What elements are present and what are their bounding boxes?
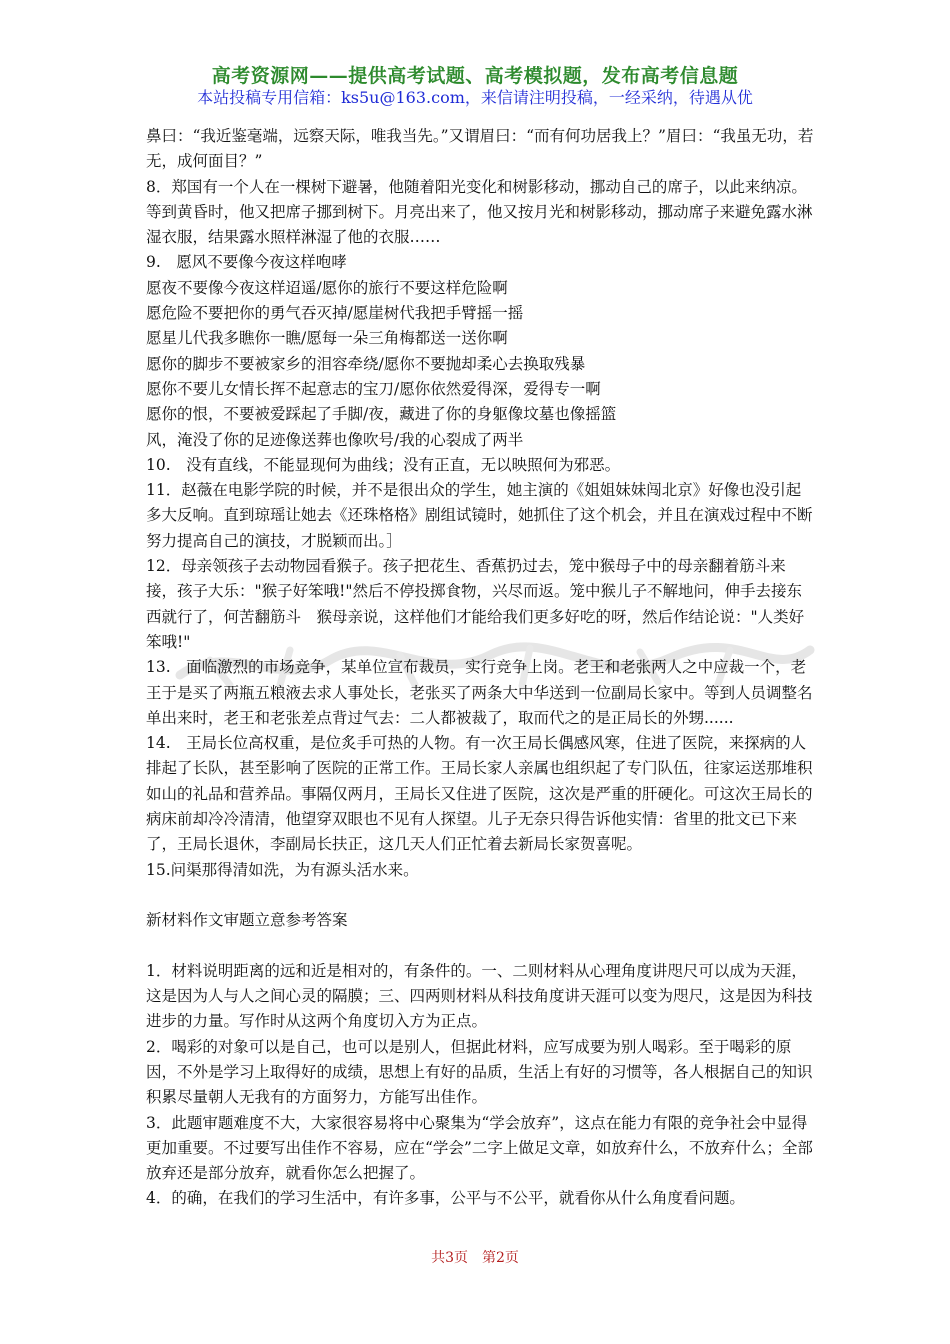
paragraph: 9. 愿风不要像今夜这样咆哮 <box>146 253 347 272</box>
paragraph: 12．母亲领孩子去动物园看猴子。孩子把花生、香蕉扔过去，笼中猴母子中的母亲翻着筋斗来接，孩子大乐："猴子好笨哦!"然后不停投掷食物，兴尽而返。笼中猴儿子不解地问，伸手去接东西就行了，何苦翻筋斗 猴母亲说，这样他们才能给我们更多好吃的呀，然后作结论说："人类好笨哦!" <box>146 557 805 651</box>
section-title: 新材料作文审题立意参考答案 <box>146 911 348 930</box>
paragraph: 13. 面临激烈的市场竞争，某单位宣布裁员，实行竞争上岗。老王和老张两人之中应裁一个，老王于是买了两瓶五粮液去求人事处长，老张买了两条大中华送到一位副局长家中。等到人员调整名单出来时，老王和老张差点背过气去：二人都被裁了，取而代之的是正局长的外甥...... <box>146 658 813 727</box>
paragraph: 鼻曰：“我近鉴毫端，远察天际，唯我当先。”又谓眉曰：“而有何功居我上？”眉曰：“我虽无功，若无，成何面目？” <box>146 127 814 171</box>
answer-paragraph: 3．此题审题难度不大，大家很容易将中心聚集为“学会放弃”，这点在能力有限的竞争社会中显得更加重要。不过要写出佳作不容易，应在“学会”二字上做足文章，如放弃什么，不放弃什么；全部放弃还是部分放弃，就看你怎么把握了。 <box>146 1113 813 1183</box>
paragraph: 愿你不要儿女情长挥不起意志的宝刀/愿你依然爱得深，爱得专一啊 <box>146 379 601 398</box>
header-subtitle: 本站投稿专用信箱：ks5u@163.com，来信请注明投稿，一经采纳，待遇从优 <box>197 88 753 107</box>
page-header <box>0 64 950 108</box>
answer-paragraph: 4．的确，在我们的学习生活中，有许多事，公平与不公平，就看你从什么角度看问题。 <box>146 1189 745 1208</box>
paragraph: 8．郑国有一个人在一棵树下避暑，他随着阳光变化和树影移动，挪动自己的席子，以此来纳凉。等到黄昏时，他又把席子挪到树下。月亮出来了，他又按月光和树影移动，挪动席子来避免露水淋湿衣服，结果露水照样淋湿了他的衣服…… <box>146 177 813 247</box>
header-title: 高考资源网——提供高考试题、高考模拟题，发布高考信息题 <box>211 65 739 87</box>
paragraph: 愿夜不要像今夜这样迢遥/愿你的旅行不要这样危险啊 <box>146 278 508 297</box>
paragraph: 14. 王局长位高权重，是位炙手可热的人物。有一次王局长偶感风寒，住进了医院，来探病的人排起了长队，甚至影响了医院的正常工作。王局长家人亲属也组织起了专门队伍，往家运送那堆积如山的礼品和营养品。事隔仅两月，王局长又住进了医院，这次是严重的肝硬化。可这次王局长的病床前却冷冷清清，他望穿双眼也不见有人探望。儿子无奈只得告诉他实情：省里的批文已下来了，王局长退休，李副局长扶正，这几天人们正忙着去新局长家贺喜呢。 <box>146 734 813 854</box>
paragraph: 愿你的脚步不要被家乡的泪容牵绕/愿你不要抛却柔心去换取残暴 <box>146 354 586 373</box>
paragraph: 11．赵薇在电影学院的时候，并不是很出众的学生，她主演的《姐姐妹妹闯北京》好像也没引起多大反响。直到琼瑶让她去《还珠格格》剧组试镜时，她抓住了这个机会，并且在演戏过程中不断努力提高自己的演技，才脱颖而出。］ <box>146 481 813 550</box>
paragraph: 风，淹没了你的足迹像送葬也像吹号/我的心裂成了两半 <box>146 430 524 449</box>
paragraph: 10. 没有直线，不能显现何为曲线；没有正直，无以映照何为邪恶。 <box>146 455 621 474</box>
paragraph: 愿危险不要把你的勇气吞灭掉/愿崖树代我把手臂摇一摇 <box>146 304 524 323</box>
document-body <box>146 124 814 1212</box>
spacer <box>146 883 814 908</box>
paragraph: 15.问渠那得清如洗，为有源头活水来。 <box>146 860 419 879</box>
page-footer: 共3页 第2页 <box>431 1250 519 1266</box>
spacer <box>146 934 814 959</box>
paragraph: 愿星儿代我多瞧你一瞧/愿每一朵三角梅都送一送你啊 <box>146 329 508 348</box>
paragraph: 愿你的恨，不要被爱踩起了手脚/夜，藏进了你的身躯像坟墓也像摇篮 <box>146 405 617 424</box>
answer-paragraph: 2．喝彩的对象可以是自己，也可以是别人，但据此材料，应写成要为别人喝彩。至于喝彩的原因，不外是学习上取得好的成绩，思想上有好的品质，生活上有好的习惯等，各人根据自己的知识积累尽量朝人无我有的方面努力，方能写出佳作。 <box>146 1037 813 1107</box>
answer-paragraph: 1．材料说明距离的远和近是相对的，有条件的。一、二则材料从心理角度讲咫尺可以成为天涯，这是因为人与人之间心灵的隔膜；三、四两则材料从科技角度讲天涯可以变为咫尺，这是因为科技进步的力量。写作时从这两个角度切入方为正点。 <box>146 961 813 1031</box>
